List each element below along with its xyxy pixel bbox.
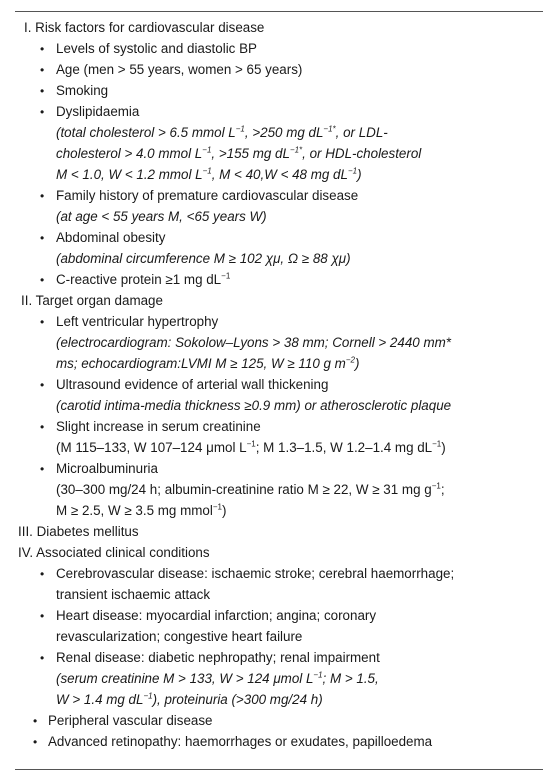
item-advanced-retinopathy: Advanced retinopathy: haemorrhages or exudates, papilloedema (48, 734, 433, 749)
item-lv-hypertrophy-detail-2: ms; echocardiogram:LVMI M ≥ 125, W ≥ 110 g $m^{-2}$) (56, 355, 360, 371)
bullet-icon: • (40, 105, 45, 119)
item-microalbuminuria-detail-1: (30–300 mg/24 h; albumin-creatinine ratio M ≥ 22, W ≥ 31 mg $g^{-1}$; (56, 481, 445, 497)
bullet-icon: • (40, 420, 45, 434)
bullet-icon: • (40, 609, 45, 623)
bullet-icon: • (40, 273, 45, 287)
item-blood-pressure: Levels of systolic and diastolic BP (56, 41, 257, 56)
section-heading-target-organ-damage: II. Target organ damage (21, 293, 163, 308)
bullet-icon: • (33, 714, 38, 728)
item-ultrasound-evidence-detail: (carotid intima-media thickness ≥0.9 mm) or atherosclerotic plaque (56, 398, 452, 413)
bullet-icon: • (40, 231, 45, 245)
bullet-icon: • (40, 84, 45, 98)
item-lv-hypertrophy: Left ventricular hypertrophy (56, 314, 219, 329)
item-peripheral-vascular-disease: Peripheral vascular disease (48, 713, 213, 728)
item-age: Age (men > 55 years, women > 65 years) (56, 62, 303, 77)
item-serum-creatinine-detail: (M 115–133, W 107–124 μmol $L^{-1}$; M 1.3–1.5, W 1.2–1.4 mg $dL^{-1}$) (56, 439, 446, 455)
item-dyslipidaemia: Dyslipidaemia (56, 104, 140, 119)
item-lv-hypertrophy-detail-1: (electrocardiogram: Sokolow–Lyons > 38 mm; Cornell > 2440 mm* (56, 335, 451, 350)
item-serum-creatinine: Slight increase in serum creatinine (56, 419, 261, 434)
bullet-icon: • (33, 735, 38, 749)
bullet-icon: • (40, 42, 45, 56)
section-heading-diabetes: III. Diabetes mellitus (18, 524, 139, 539)
item-microalbuminuria-detail-2: M ≥ 2.5, W ≥ 3.5 mg mmol$^{-1}$) (56, 502, 227, 518)
bullet-icon: • (40, 315, 45, 329)
item-ultrasound-evidence: Ultrasound evidence of arterial wall thickening (56, 377, 329, 392)
item-renal-disease-detail-2: W > 1.4 mg $dL^{-1}$), proteinuria (>300 mg/24 h) (56, 691, 323, 707)
bullet-icon: • (40, 378, 45, 392)
item-heart-disease-cont: revascularization; congestive heart failure (56, 629, 303, 644)
item-smoking: Smoking (56, 83, 109, 98)
bullet-icon: • (40, 651, 45, 665)
top-rule (15, 11, 543, 12)
item-family-history-detail: (at age < 55 years M, <65 years W) (56, 209, 267, 224)
item-family-history: Family history of premature cardiovascular disease (56, 188, 359, 203)
item-cerebrovascular-disease: Cerebrovascular disease: ischaemic stroke; cerebral haemorrhage; (56, 566, 455, 581)
item-dyslipidaemia-detail-3: M < 1.0, W < 1.2 mmol $L^{-1}$, M < 40,W < 48 mg $dL^{-1}$) (56, 166, 362, 182)
item-cerebrovascular-disease-cont: transient ischaemic attack (56, 587, 211, 602)
item-renal-disease: Renal disease: diabetic nephropathy; renal impairment (56, 650, 380, 665)
section-heading-associated-conditions: IV. Associated clinical conditions (18, 545, 210, 560)
item-renal-disease-detail-1: (serum creatinine M > 133, W > 124 μmol $L^{-1}$; M > 1.5, (56, 670, 379, 686)
bullet-icon: • (40, 63, 45, 77)
item-heart-disease: Heart disease: myocardial infarction; angina; coronary (56, 608, 377, 623)
bullet-icon: • (40, 462, 45, 476)
item-abdominal-obesity: Abdominal obesity (56, 230, 166, 245)
bullet-icon: • (40, 189, 45, 203)
section-heading-risk-factors: I. Risk factors for cardiovascular disease (24, 20, 265, 35)
item-abdominal-obesity-detail: (abdominal circumference M ≥ 102 χμ, Ω ≥ 88 χμ) (56, 251, 351, 266)
bottom-rule (15, 769, 543, 770)
item-microalbuminuria: Microalbuminuria (56, 461, 158, 476)
item-dyslipidaemia-detail-1: (total cholesterol > 6.5 mmol $L^{-1}$, >250 mg $dL^{-1*}$, or LDL- (56, 124, 388, 140)
item-c-reactive-protein: C-reactive protein ≥1 mg $dL^{-1}$ (56, 271, 231, 287)
bullet-icon: • (40, 567, 45, 581)
item-dyslipidaemia-detail-2: cholesterol > 4.0 mmol $L^{-1}$, >155 mg $dL^{-1*}$, or HDL-cholesterol (56, 145, 422, 161)
